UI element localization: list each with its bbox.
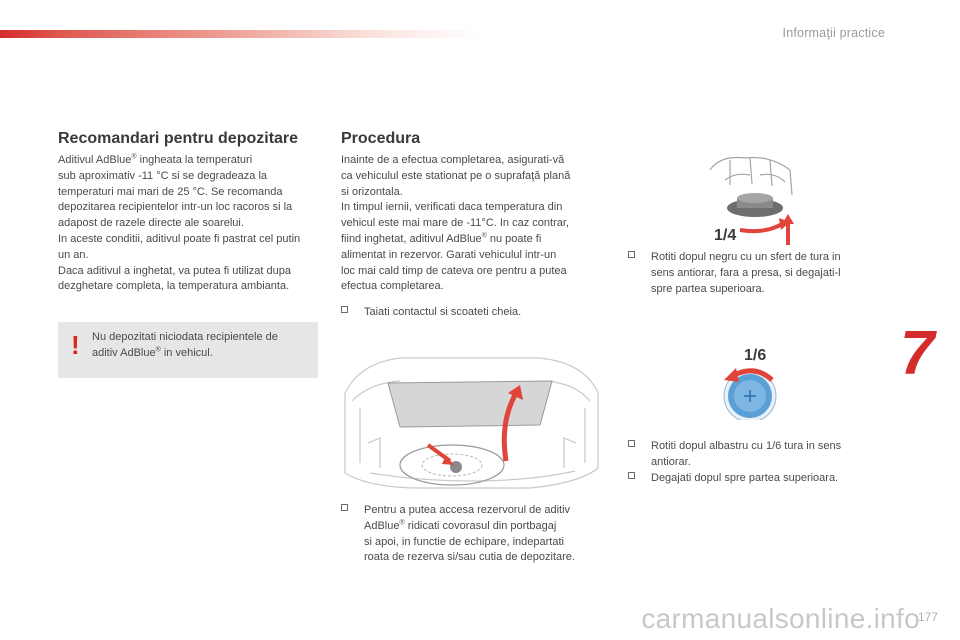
watermark: carmanualsonline.info [641,603,920,634]
quarter-turn-label: 1/4 [714,227,737,244]
storage-paragraph [58,153,323,295]
text-line: si apoi, in functie de echipare, indepartati [364,535,564,548]
text-line: roata de rezerva si/sau cutia de depozitare. [364,551,575,564]
step-blue-cap [628,439,868,471]
step-remove-cap: Degajati dopul spre partea superioara. [628,471,868,487]
exclamation-icon: ! [71,330,80,360]
text-line: loc mai cald timp de cateva ore pentru a putea [341,264,567,277]
chapter-number: 7 [900,319,935,388]
text-line: efectua completarea. [341,280,444,293]
header-accent-bar [0,30,480,38]
bullet-icon [628,472,635,479]
bullet-icon [341,306,348,313]
text-line: Rotiti dopul albastru cu 1/6 tura in sens [651,440,842,452]
page-number: 177 [917,610,938,624]
bullet-icon [628,251,635,258]
text-line: spre partea superioara. [651,282,765,295]
bullet-icon [341,504,348,511]
text-line: si orizontala. [341,185,403,198]
black-cap-illustration [700,150,810,250]
text-line: adapost de razele directe ale soarelui. [58,217,244,230]
text-line: un an. [58,248,89,261]
step-lift-carpet [341,503,634,566]
step-black-cap [628,250,868,300]
procedure-intro [341,153,611,295]
text-line: sub aproximativ -11 °C si se degradeaza la [58,169,268,182]
step-switch-off: Taiati contactul si scoateti cheia. [341,305,611,321]
text-line: sens antiorar, fara a presa, si degajati-l [651,266,841,279]
text-line: In aceste conditii, aditivul poate fi pastrat cel putin [58,232,301,245]
text-line: ca vehiculul este stationat pe o suprafaţă plană [341,169,571,182]
storage-heading: Recomandari pentru depozitare [58,130,299,147]
text-line: dezghetare completa, la temperatura ambianta. [58,280,290,293]
text-line: fiind inghetat, aditivul AdBlue® nu poate fi [341,232,542,245]
text-line: AdBlue® ridicati covorasul din portbagaj [364,519,557,532]
text-line: Pentru a putea accesa rezervorul de aditiv [364,504,571,516]
sixth-turn-label: 1/6 [744,347,767,364]
procedure-heading: Procedura [341,130,421,147]
trunk-illustration [340,353,602,493]
text-line: temperaturi mai mari de 25 °C. Se recomanda [58,185,283,198]
bullet-icon [628,440,635,447]
text-line: antiorar. [651,455,691,468]
text-line: vehicul este mai mare de -11°C. In caz contrar, [341,217,569,230]
text-line: Daca aditivul a inghetat, va putea fi utilizat dupa [58,264,291,277]
text-line: Rotiti dopul negru cu un sfert de tura in [651,251,841,263]
blue-cap-illustration [700,340,810,420]
section-title: Informaţii practice [782,26,885,40]
text-line: depozitarea recipientelor intr-un loc racoros si la [58,201,293,214]
text-line: alimentat in rezervor. Garati vehiculul intr-un [341,248,557,261]
text-line: Aditivul AdBlue® ingheata la temperaturi [58,153,253,166]
text-line: In timpul iernii, verificati daca temperatura din [341,201,563,214]
warning-text: Nu depozitati niciodata recipientele de aditiv AdBlue® in vehicul. [92,331,278,359]
text-line: Inainte de a efectua completarea, asigurati-vă [341,154,565,166]
warning-box [58,322,318,378]
